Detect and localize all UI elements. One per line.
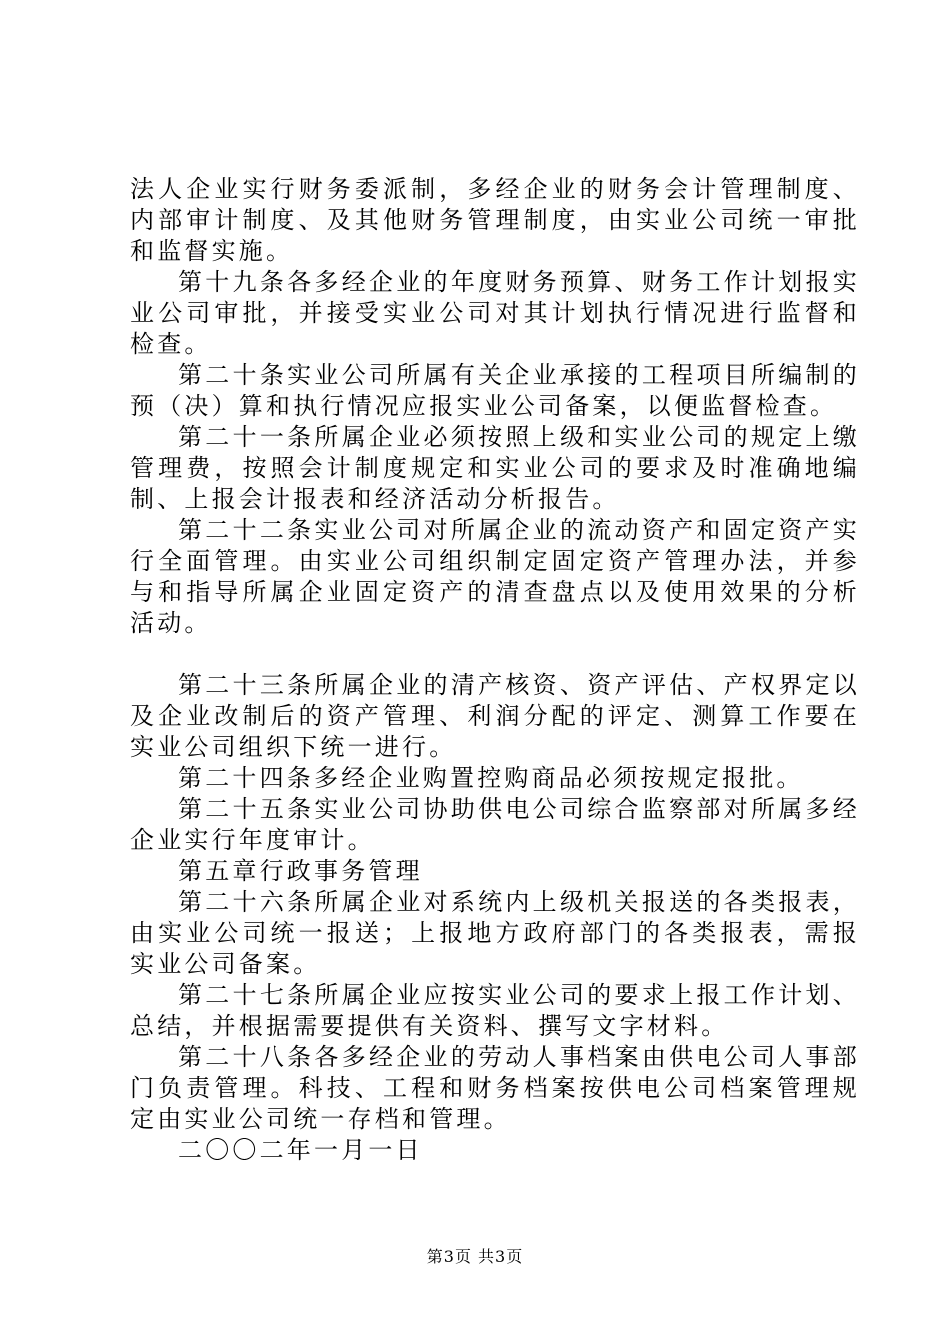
paragraph-article-22: 第二十二条实业公司对所属企业的流动资产和固定资产实行全面管理。由实业公司组织制定固定资产管理办法，并参与和指导所属企业固定资产的清查盘点以及使用效果的分析活动。 xyxy=(130,516,860,637)
paragraph-article-26: 第二十六条所属企业对系统内上级机关报送的各类报表，由实业公司统一报送；上报地方政府部门的各类报表，需报实业公司备案。 xyxy=(130,888,860,978)
paragraph-article-19: 第十九条各多经企业的年度财务预算、财务工作计划报实业公司审批，并接受实业公司对其计划执行情况进行监督和检查。 xyxy=(130,268,860,358)
paragraph-article-23: 第二十三条所属企业的清产核资、资产评估、产权界定以及企业改制后的资产管理、利润分配的评定、测算工作要在实业公司组织下统一进行。 xyxy=(130,671,860,761)
paragraph-article-27: 第二十七条所属企业应按实业公司的要求上报工作计划、总结，并根据需要提供有关资料、撰写文字材料。 xyxy=(130,981,860,1040)
paragraph-article-28: 第二十八条各多经企业的劳动人事档案由供电公司人事部门负责管理。科技、工程和财务档案按供电公司档案管理规定由实业公司统一存档和管理。 xyxy=(130,1043,860,1133)
paragraph-article-25: 第二十五条实业公司协助供电公司综合监察部对所属多经企业实行年度审计。 xyxy=(130,795,860,854)
page-footer: 第3页 共3页 xyxy=(426,1247,524,1266)
paragraph-article-21: 第二十一条所属企业必须按照上级和实业公司的规定上缴管理费，按照会计制度规定和实业公司的要求及时准确地编制、上报会计报表和经济活动分析报告。 xyxy=(130,423,860,513)
chapter-heading-5: 第五章行政事务管理 xyxy=(178,857,423,885)
document-body xyxy=(130,174,860,1166)
document-date: 二〇〇二年一月一日 xyxy=(178,1136,423,1164)
blank-line xyxy=(130,639,860,670)
paragraph-intro: 法人企业实行财务委派制，多经企业的财务会计管理制度、内部审计制度、及其他财务管理制度，由实业公司统一审批和监督实施。 xyxy=(130,175,860,265)
paragraph-article-20: 第二十条实业公司所属有关企业承接的工程项目所编制的预（决）算和执行情况应报实业公司备案，以便监督检查。 xyxy=(130,361,860,420)
paragraph-article-24: 第二十四条多经企业购置控购商品必须按规定报批。 xyxy=(178,764,804,792)
